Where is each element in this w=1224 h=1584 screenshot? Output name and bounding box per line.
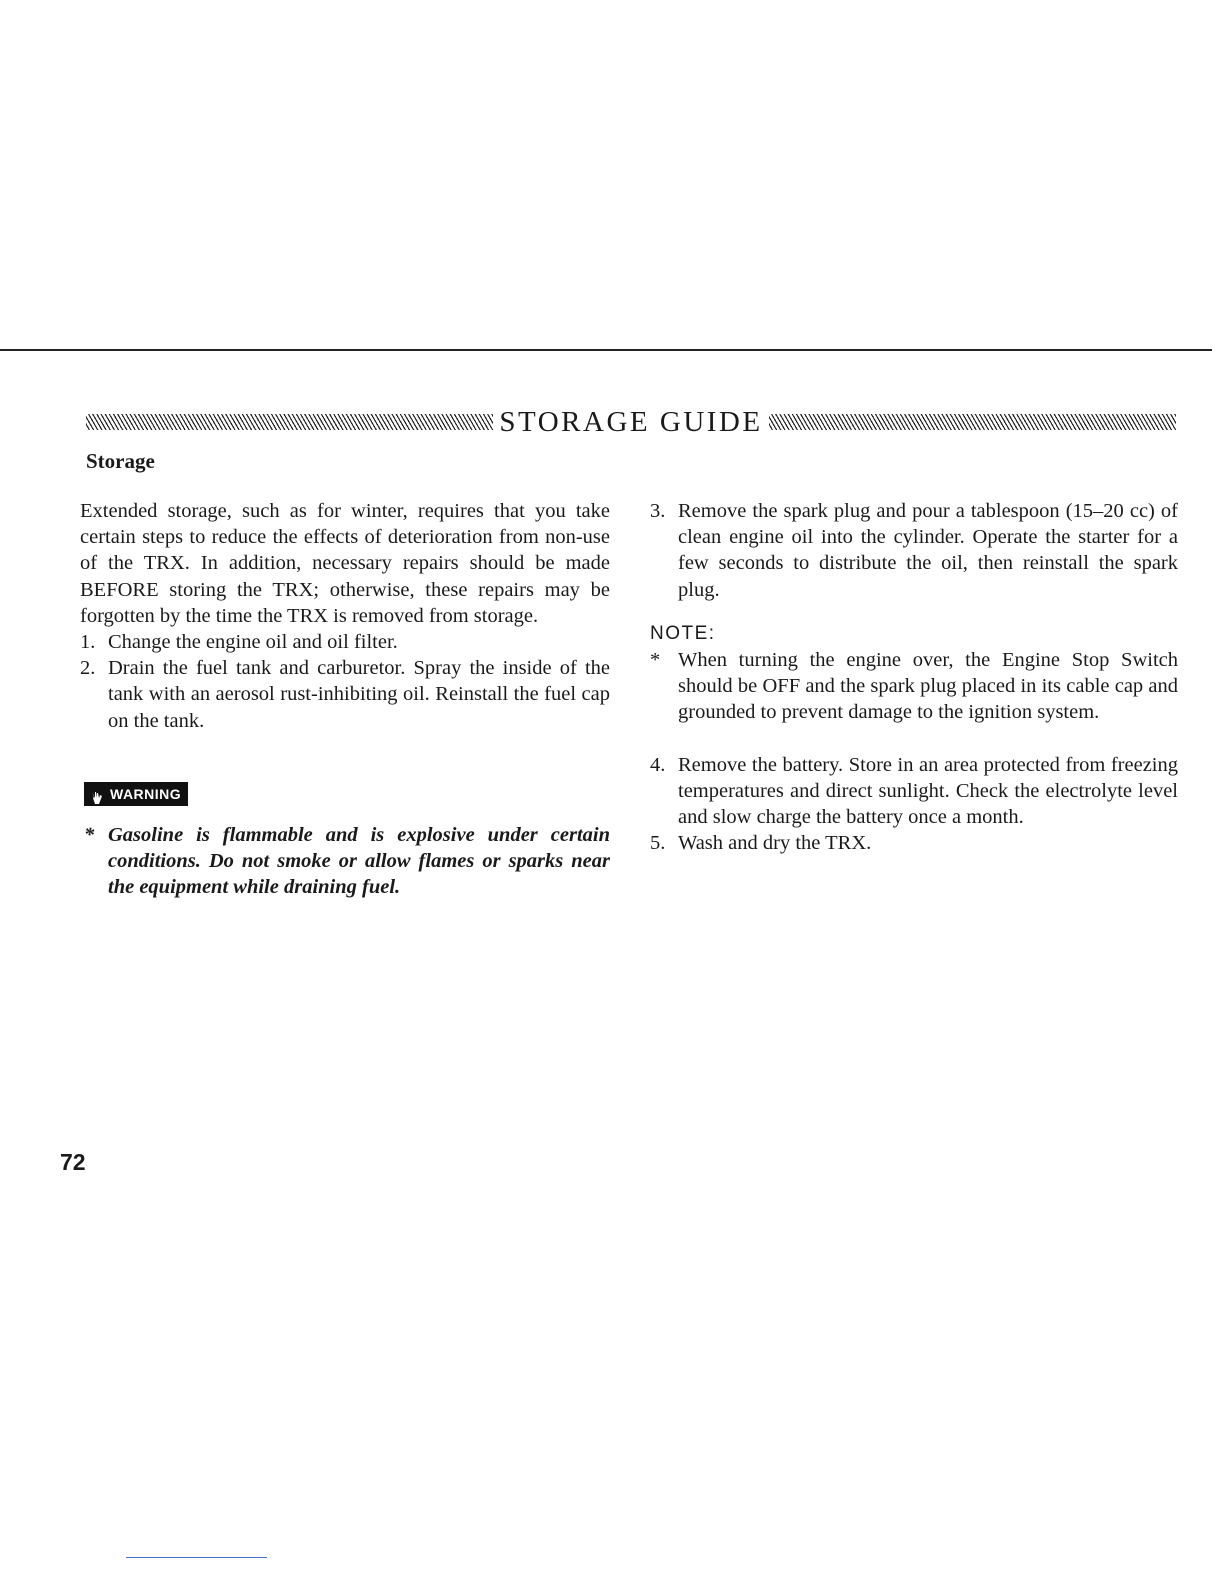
step-text: Remove the spark plug and pour a tablespoon (15–20 cc) of clean engine oil into the cylinder. Operate the starter for a few seconds to distribute the oil, then reinstall the spark plug. [678, 500, 1178, 601]
note-item [650, 647, 1178, 726]
step-text: Change the engine oil and oil filter. [108, 631, 398, 654]
list-item [650, 830, 1178, 856]
title-hatch-right [769, 414, 1176, 430]
section-heading: Storage [86, 449, 155, 473]
warning-text: Gasoline is flammable and is explosive under certain conditions. Do not smoke or allow flames or sparks near the equipment while draining fuel. [108, 824, 610, 899]
list-item [80, 629, 610, 655]
warning-bullet: * [84, 824, 95, 847]
page-title: STORAGE GUIDE [499, 405, 763, 438]
title-hatch-left [86, 414, 493, 430]
step-number: 5. [650, 832, 666, 855]
warning-badge [84, 782, 188, 806]
list-item [80, 655, 610, 734]
note-bullet: * [650, 649, 661, 672]
step-number: 2. [80, 657, 96, 680]
intro-paragraph: Extended storage, such as for winter, requires that you take certain steps to reduce the effects of deterioration from non-use of the TRX. In addition, necessary repairs should be made BEFORE storing the TRX; otherwise, these repairs may be forgotten by the time the TRX is removed from storage. [80, 500, 610, 627]
right-column [650, 498, 1178, 856]
step-number: 3. [650, 500, 666, 522]
step-text: Remove the battery. Store in an area protected from freezing temperatures and direct sunlight. Check the electrolyte level and slow charge the battery once a month. [678, 753, 1178, 829]
warning-hand-icon [90, 787, 104, 801]
note-text: When turning the engine over, the Engine Stop Switch should be OFF and the spark plug placed in its cable cap and grounded to prevent damage to the ignition system. [678, 649, 1178, 724]
step-number: 4. [650, 753, 666, 776]
list-item [650, 498, 1178, 603]
warning-item [80, 822, 610, 901]
step-text: Wash and dry the TRX. [678, 832, 872, 855]
step-text: Drain the fuel tank and carburetor. Spray the inside of the tank with an aerosol rust-inhibiting oil. Reinstall the fuel cap on the tank. [108, 657, 610, 732]
warning-label: WARNING [110, 785, 182, 802]
bottom-link-underline [126, 1557, 267, 1558]
left-column [80, 498, 610, 901]
step-number: 1. [80, 631, 96, 654]
page-number: 72 [60, 1149, 86, 1175]
list-item [650, 752, 1178, 831]
page-title-bar [86, 400, 1176, 444]
top-divider-rule [0, 349, 1212, 351]
note-label: NOTE: [650, 622, 716, 644]
